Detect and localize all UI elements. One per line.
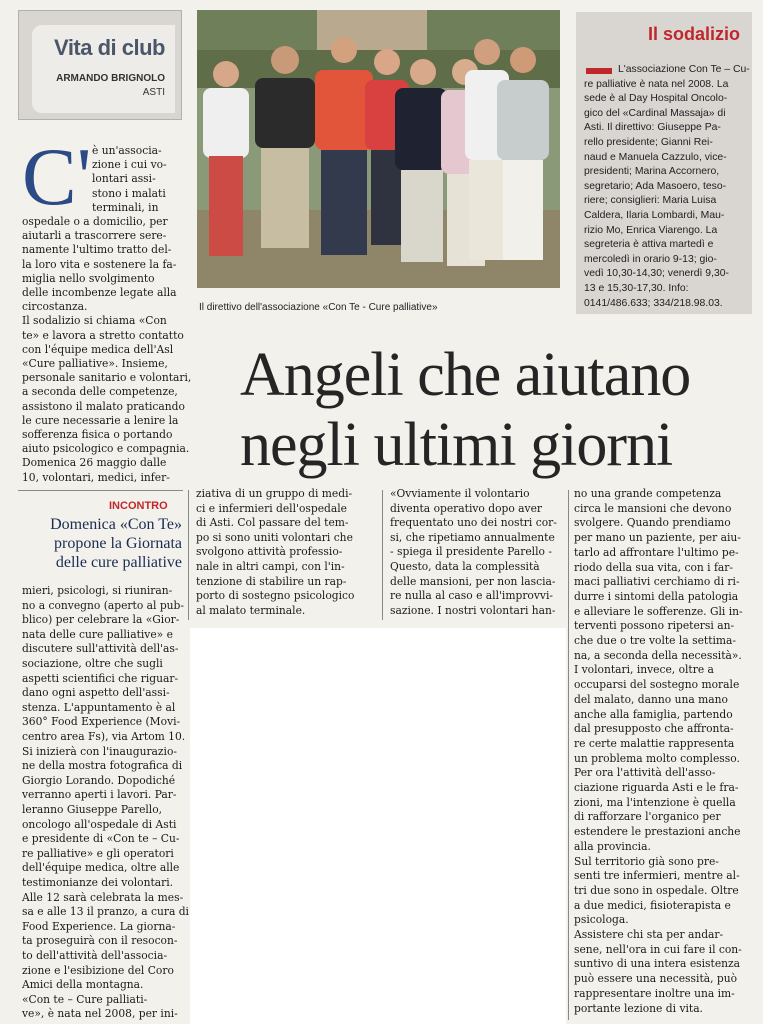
text-line: si, che ripetiamo annualmente [390, 530, 555, 544]
text-line: terminali, in [92, 200, 159, 214]
info-box-line: riere; consiglieri: Maria Luisa [584, 195, 717, 207]
text-line: zione e l'esibizione del Coro [22, 963, 174, 977]
info-box-line: Caldera, Ilaria Lombardi, Mau- [584, 210, 725, 221]
text-line: Questo, data la complessità [390, 560, 540, 573]
text-line: diventa operativo dopo aver [390, 501, 543, 515]
text-line: rappresentare inoltre una im- [574, 986, 735, 1000]
text-line: per mano un paziente, per aiu- [574, 531, 741, 545]
text-line: riodo della sua vita, con i far- [574, 560, 734, 574]
text-line: un problema molto complesso. [574, 751, 740, 765]
text-line: e presidente di «Con te – Cu- [22, 832, 180, 846]
text-line: miglia nello svolgimento [22, 271, 155, 285]
text-line: assistono il malato praticando [22, 399, 185, 413]
text-line: Food Experience. La giorna- [22, 919, 176, 933]
text-line: senti tre infermieri, mentre al- [574, 869, 740, 883]
text-line: frequentato uno dei nostri cor- [390, 516, 557, 530]
text-line: ciazione riguarda Asti e le fra- [574, 781, 739, 794]
text-line: aspetti scientifici che riguar- [22, 671, 179, 685]
text-line: testimonianze dei volontari. [22, 876, 174, 889]
text-line: maci palliativi cerchiamo di ri- [574, 575, 740, 589]
text-line: ta proseguirà con il resocon- [22, 934, 178, 948]
text-line: ci e infermieri dell'ospedale [196, 501, 347, 515]
text-line: «Cure palliative». Insieme, [22, 357, 168, 370]
text-line: sofferenza fisica o portando [22, 428, 173, 441]
text-line: al malato terminale. [196, 603, 306, 617]
group-photo [197, 10, 560, 288]
text-line: può essere una necessità, può [574, 972, 738, 986]
headline-line-1: Angeli che aiutano [240, 341, 691, 409]
info-box-line: rello presidente; Gianni Rei- [584, 137, 713, 148]
text-line: portante lezione di vita. [574, 1001, 703, 1015]
subheadline-line-1: Domenica «Con Te» [50, 516, 182, 533]
text-line: nata delle cure palliative» e [22, 627, 173, 641]
column-rule [188, 490, 189, 620]
text-line: anche alla famiglia, partendo [574, 707, 733, 721]
info-box-line: naud e Manuela Cazzulo, vice- [584, 151, 727, 163]
info-box-line: segretario; Ada Masoero, teso- [584, 180, 727, 192]
text-line: stenza. L'appuntamento è al [22, 700, 176, 714]
text-line: centro area Fs), via Artom 10. [22, 730, 186, 743]
text-line: Il sodalizio si chiama «Con [22, 314, 167, 328]
info-box-line: sede è al Day Hospital Oncolo- [584, 93, 728, 105]
text-line: suntivo di una intera esistenza [574, 957, 741, 971]
text-line: re palliative» e gli operatori [22, 846, 174, 860]
text-line: alla provincia. [574, 839, 651, 853]
text-line: sazione. I nostri volontari han- [390, 603, 556, 617]
text-line: le cure necessarie a lenire la [22, 413, 179, 427]
text-line: nale in altri campi, con l'in- [196, 560, 345, 573]
text-line: aiutarli a trascorrere sere- [22, 229, 167, 243]
text-line: po si sono uniti volontari che [196, 530, 353, 544]
text-line: zioni, ma l'intenzione è quella [574, 795, 736, 809]
text-line: Alle 12 sarà celebrata la mes- [22, 890, 184, 904]
text-line: con l'équipe medica dell'Asl [22, 342, 174, 356]
text-line: lontari assi- [92, 172, 156, 186]
info-box-line: re palliative è nata nel 2008. La [584, 78, 729, 90]
text-line: a seconda delle competenze, [22, 385, 178, 399]
column-rule [568, 490, 569, 1020]
info-box-accent-bar [586, 68, 612, 74]
text-line: circostanza. [22, 300, 88, 314]
text-line: «Con te – Cure palliati- [22, 992, 148, 1006]
text-line: aiuto psicologico e compagnia. [22, 442, 190, 456]
text-line: durre i sintomi della patologia [574, 589, 739, 603]
text-line: porto di sostegno psicologico [196, 589, 355, 603]
text-line: tri due sono in ospedale. Oltre [574, 883, 739, 897]
text-line: è un'associa- [92, 144, 162, 157]
text-line: Amici della montagna. [22, 978, 144, 992]
section-title: Vita di club [54, 35, 165, 60]
text-line: stono i malati [92, 186, 166, 200]
text-line: to dell'attività dell'associa- [22, 949, 168, 962]
text-line: svolgere. Quando prendiamo [574, 516, 731, 530]
text-line: dell'équipe medica, oltre alle [22, 861, 180, 875]
author-name: ARMANDO BRIGNOLO [56, 73, 165, 84]
text-line: Domenica 26 maggio dalle [22, 456, 167, 470]
text-line: na, a seconda della necessità». [574, 648, 742, 662]
text-line: delle incombenze legate alla [22, 286, 177, 299]
info-box-line: gico del «Cardinal Massaja» di [584, 107, 726, 119]
blank-area [190, 628, 566, 1024]
info-box [576, 12, 752, 314]
text-line: 10, volontari, medici, infer- [22, 470, 170, 484]
subheadline-line-3: delle cure palliative [55, 554, 182, 571]
info-box-line: vedì 10,30-14,30; venerdì 9,30- [584, 268, 729, 280]
text-line: «Ovviamente il volontario [390, 487, 530, 500]
text-line: no a convegno (aperto al pub- [22, 598, 185, 612]
column-divider [18, 490, 183, 491]
text-line: che due o tre volte la settima- [574, 634, 737, 647]
text-line: svolgono attività professio- [196, 545, 343, 559]
text-line: occuparsi del sostegno morale [574, 678, 740, 692]
text-line: e alleviare le sofferenze. Gli in- [574, 604, 743, 618]
info-box-line: Asti. Il direttivo: Giuseppe Pa- [584, 122, 721, 134]
text-line: - spiega il presidente Parello - [390, 545, 552, 559]
section-header-box [18, 10, 182, 120]
text-line: te» e lavora a stretto contatto [22, 328, 184, 342]
text-line: tenzione di stabilire un rap- [196, 574, 347, 588]
text-line: Si inizierà con l'inaugurazio- [22, 744, 178, 758]
info-box-title: Il sodalizio [647, 24, 740, 44]
info-box-line: mercoledì in orario 9-13; gio- [584, 253, 717, 265]
text-line: Giorgio Lorando. Dopodiché [22, 773, 176, 787]
text-line: delle mansioni, per non lascia- [390, 574, 556, 588]
text-line: oncologo all'ospedale di Asti [22, 817, 177, 831]
text-line: personale sanitario e volontari, [22, 371, 192, 385]
section-header-inner [32, 25, 175, 113]
text-line: discutere sull'attività dell'as- [22, 642, 179, 656]
text-line: tarlo ad affrontare l'ultimo pe- [574, 545, 739, 559]
text-line: zione i cui vo- [92, 158, 167, 172]
text-line: a due medici, fisioterapista e [574, 898, 731, 912]
text-line: di rafforzare l'organico per [574, 810, 721, 824]
text-line: circa le mansioni che devono [574, 501, 732, 515]
text-line: re certe malattie rappresenta [574, 736, 735, 750]
text-line: sociazione, oltre che sugli [22, 657, 163, 670]
group-photo-image [197, 10, 560, 288]
text-line: Sul territorio già sono pre- [574, 854, 719, 868]
info-box-line: 13 e 15,30-17,30. Info: [584, 283, 689, 294]
info-box-line: segreteria è attiva martedì e [584, 239, 714, 251]
subheadline-line-2: propone la Giornata [54, 535, 182, 552]
kicker-label: INCONTRO [109, 500, 168, 512]
text-line: mieri, psicologi, si riuniran- [22, 584, 173, 597]
author-city: ASTI [142, 87, 165, 98]
text-line: Assistere chi sta per andar- [574, 928, 724, 941]
photo-caption: Il direttivo dell'associazione «Con Te - Cure palliative» [199, 302, 438, 313]
text-line: namente l'ultimo tratto del- [22, 243, 172, 257]
info-box-line: rizio Mo, Enrica Viarengo. La [584, 224, 718, 236]
text-line: terventi possono ripetersi an- [574, 619, 735, 633]
text-line: sa e alle 13 il pranzo, a cura di [22, 905, 189, 919]
text-line: blico) per celebrare la «Gior- [22, 613, 180, 627]
text-line: I volontari, invece, oltre a [574, 663, 714, 677]
text-line: ziativa di un gruppo di medi- [196, 487, 353, 500]
text-line: psicologa. [574, 913, 629, 927]
text-line: re nulla al caso e all'improvvi- [390, 589, 553, 603]
text-line: no una grande competenza [574, 487, 722, 500]
text-line: leranno Giuseppe Parello, [22, 803, 163, 816]
text-line: verranno aperti i lavori. Par- [22, 788, 177, 802]
text-line: estendere le prestazioni anche [574, 825, 741, 839]
text-line: dal presupposto che affronta- [574, 722, 734, 736]
text-line: ne della mostra fotografica di [22, 759, 183, 773]
info-box-line: presidenti; Marina Accornero, [584, 166, 720, 178]
drop-cap: C' [22, 131, 92, 222]
info-box-line: 0141/486.633; 334/218.98.03. [584, 297, 723, 309]
text-line: ospedale o a domicilio, per [22, 215, 168, 228]
text-line: la loro vita e sostenere la fa- [22, 257, 177, 271]
text-line: ve», è nata nel 2008, per ini- [22, 1007, 178, 1021]
text-line: del malato, danno una mano [574, 692, 728, 706]
headline-line-2: negli ultimi giorni [240, 411, 673, 479]
text-line: Per ora l'attività dell'asso- [574, 766, 716, 780]
text-line: sene, nell'ora in cui fare il con- [574, 942, 742, 956]
text-line: 360° Food Experience (Movi- [22, 715, 181, 729]
column-rule [382, 490, 383, 620]
info-box-line: L'associazione Con Te – Cu- [618, 64, 750, 75]
text-line: dano ogni aspetto dell'assi- [22, 686, 170, 700]
text-line: di Asti. Col passare del tem- [196, 516, 349, 530]
